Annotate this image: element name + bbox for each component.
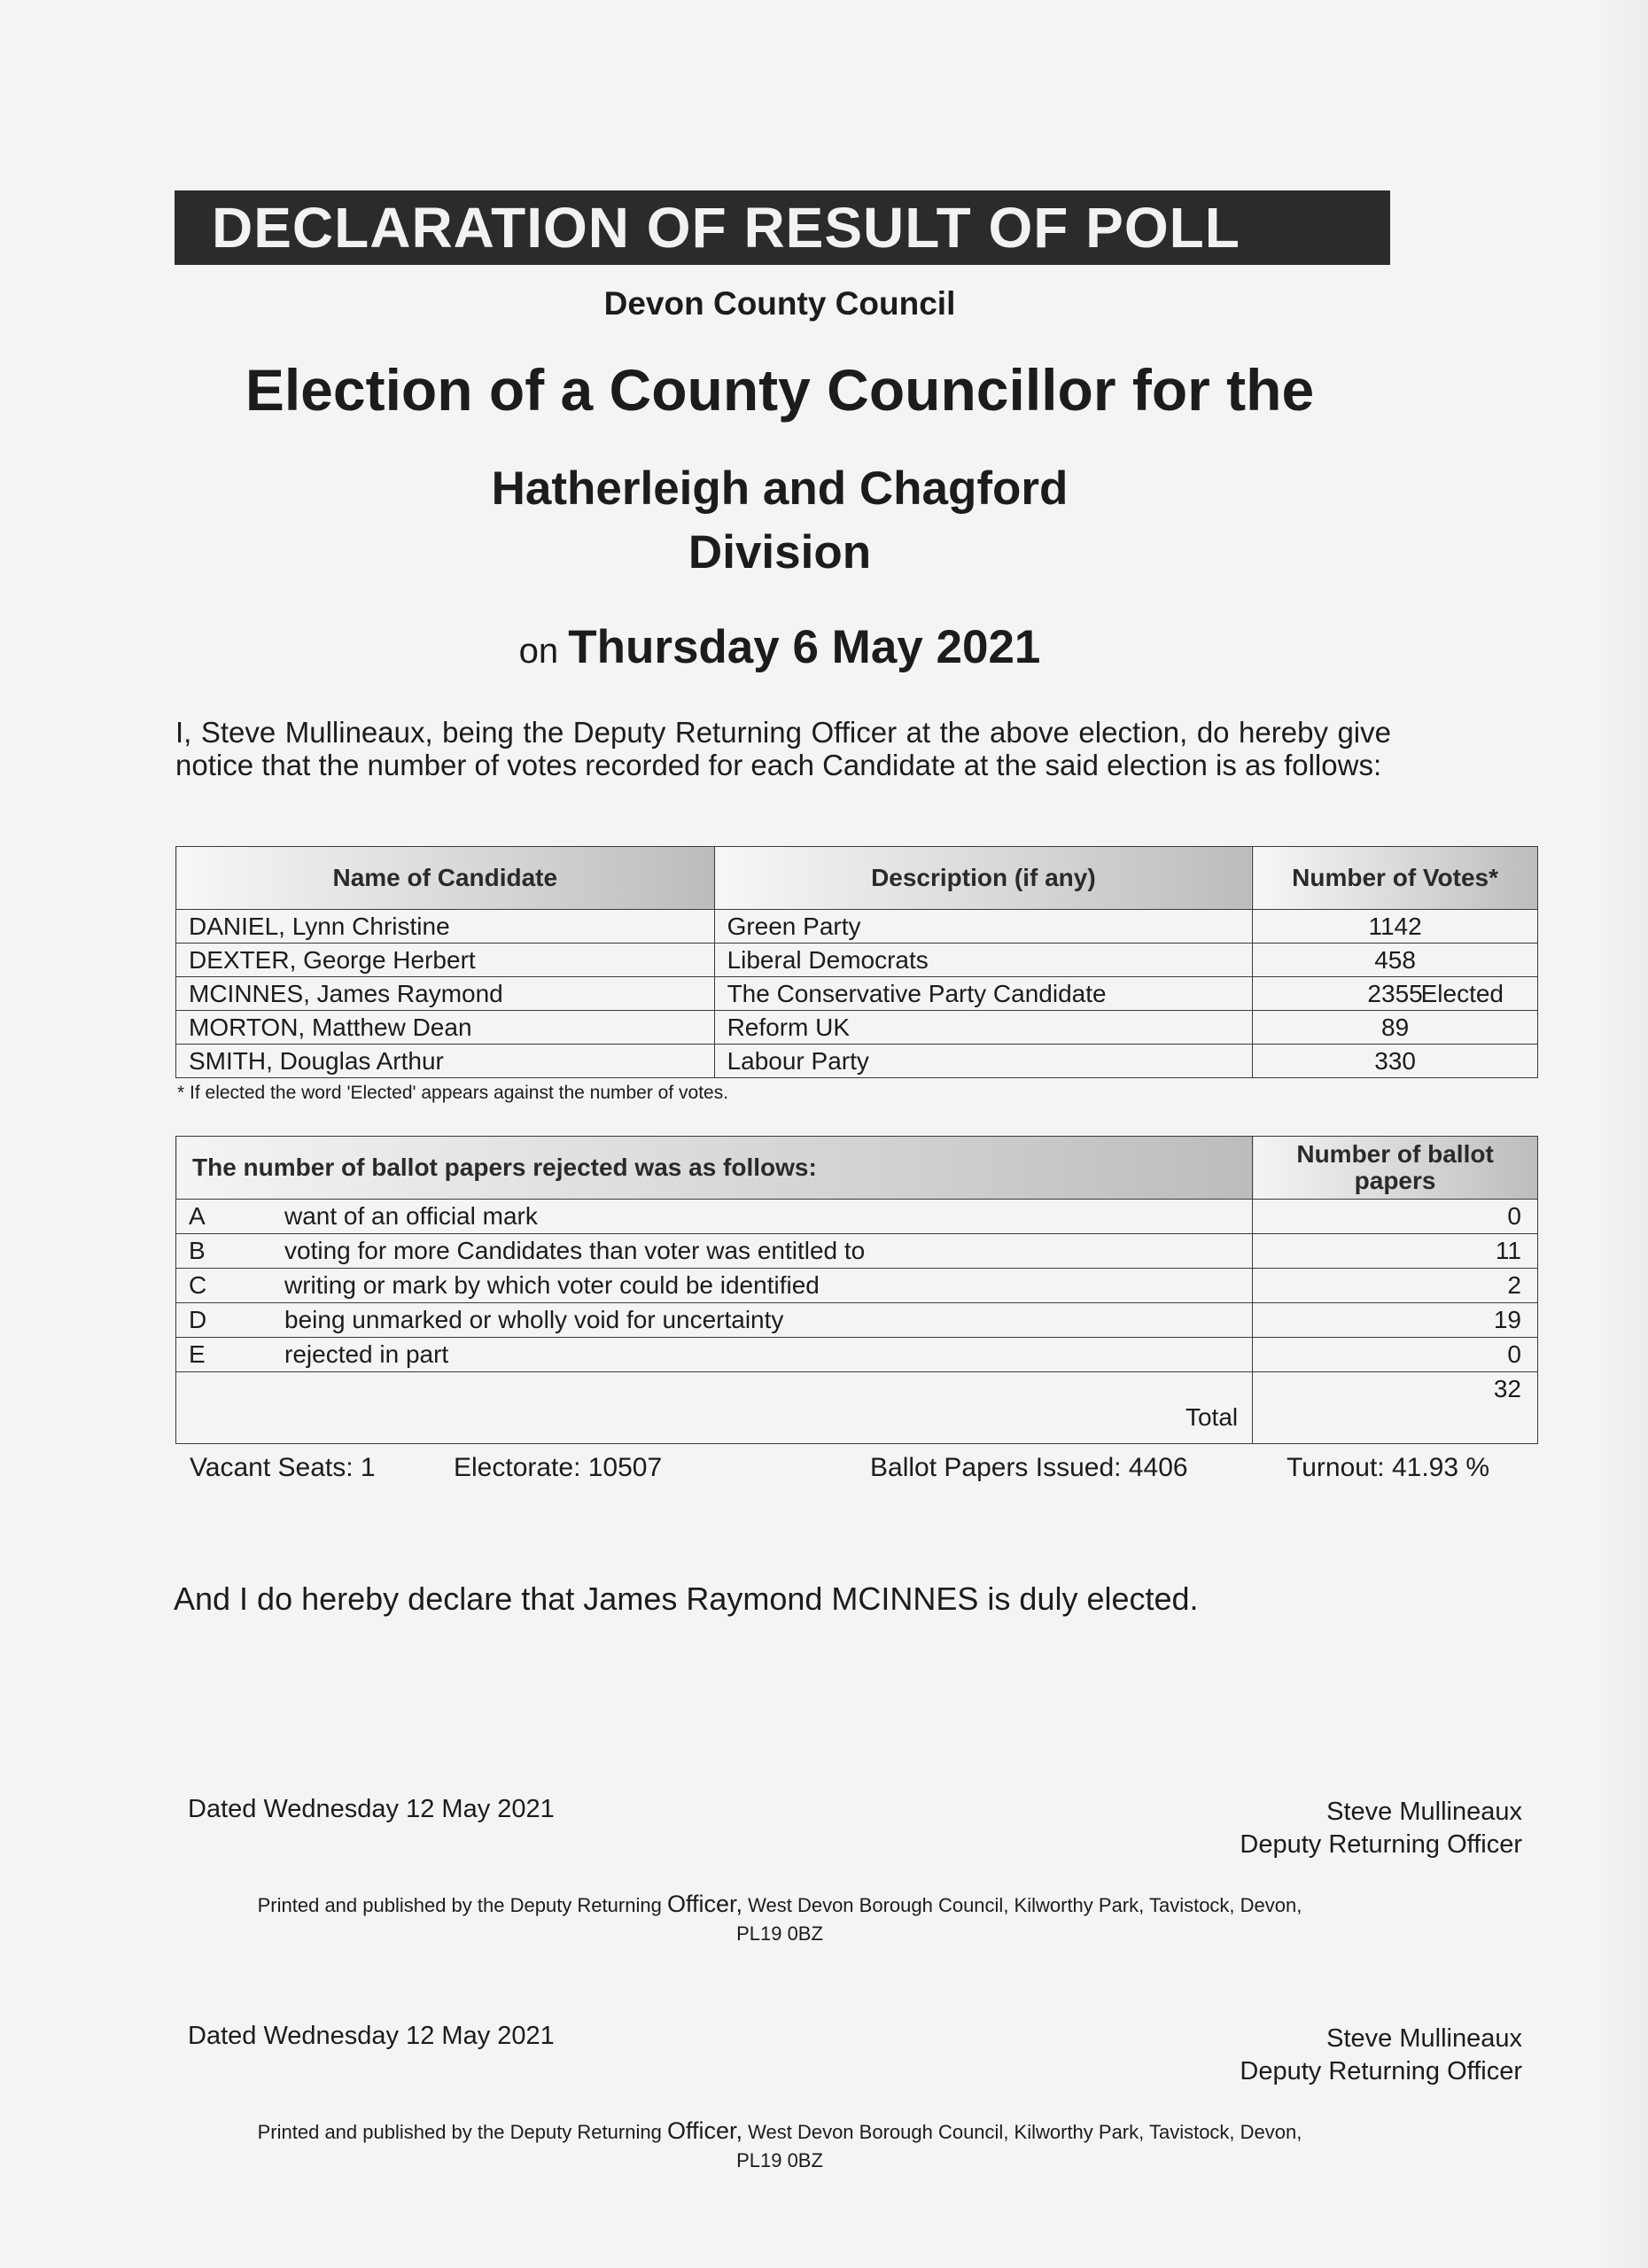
imprint-line-2: PL19 0BZ	[736, 1922, 823, 1945]
rejection-count: 11	[1253, 1234, 1538, 1269]
signature-block	[1240, 2023, 1522, 2088]
rejection-count: 0	[1253, 1338, 1538, 1372]
signature-block	[1240, 1796, 1522, 1861]
rejection-reason	[176, 1303, 1253, 1338]
candidate-name: MCINNES, James Raymond	[176, 977, 715, 1011]
intro-paragraph: I, Steve Mullineaux, being the Deputy Returning Officer at the above election, do hereby give notice that the number of votes recorded for each Candidate at the said election is as follows:	[175, 716, 1391, 781]
vote-count: 458	[1374, 946, 1416, 974]
total-row	[176, 1372, 1538, 1444]
candidate-votes	[1253, 1011, 1538, 1045]
dated-line: Dated Wednesday 12 May 2021	[188, 1795, 555, 1823]
candidate-description: The Conservative Party Candidate	[714, 977, 1253, 1011]
total-count: 32	[1253, 1372, 1538, 1444]
candidate-votes	[1253, 944, 1538, 977]
page-edge-shadow	[1595, 0, 1648, 2268]
rejection-code: C	[189, 1271, 207, 1299]
date-value: Thursday 6 May 2021	[568, 621, 1041, 673]
imprint-text-a: Printed and published by the Deputy Returning	[257, 2121, 662, 2143]
candidate-votes	[1253, 1045, 1538, 1078]
signatory-role: Deputy Returning Officer	[1240, 2057, 1522, 2085]
candidates-header-row	[176, 847, 1538, 910]
rejection-text: voting for more Candidates than voter was entitled to	[284, 1237, 866, 1264]
table-row	[176, 1011, 1538, 1045]
table-row	[176, 1045, 1538, 1078]
electorate: Electorate: 10507	[454, 1453, 663, 1482]
signatory-name: Steve Mullineaux	[1326, 2024, 1522, 2053]
vote-count: 1142	[1368, 913, 1422, 940]
candidate-description: Green Party	[714, 910, 1253, 944]
imprint-text-b: Officer,	[666, 2117, 742, 2144]
candidate-votes	[1253, 977, 1538, 1011]
rejection-text: writing or mark by which voter could be identified	[284, 1271, 820, 1299]
column-header: Description (if any)	[714, 847, 1253, 910]
column-header: Name of Candidate	[176, 847, 715, 910]
rejection-reason	[176, 1200, 1253, 1234]
rejection-code: A	[189, 1202, 206, 1230]
signatory-role: Deputy Returning Officer	[1240, 1830, 1522, 1859]
candidate-description: Reform UK	[714, 1011, 1253, 1045]
imprint-text-b: Officer,	[666, 1891, 742, 1917]
table-row	[176, 944, 1538, 977]
table-row	[176, 1234, 1538, 1269]
imprint	[0, 2117, 1559, 2175]
candidates-table	[175, 846, 1538, 1078]
election-title: Election of a County Councillor for the	[245, 357, 1315, 423]
election-date	[0, 620, 1559, 674]
rejection-text: rejected in part	[284, 1340, 449, 1368]
imprint-line-2: PL19 0BZ	[736, 2149, 823, 2171]
division-name	[0, 457, 1559, 585]
ballot-papers-issued: Ballot Papers Issued: 4406	[870, 1453, 1188, 1482]
candidate-description: Labour Party	[714, 1045, 1253, 1078]
document-banner: DECLARATION OF RESULT OF POLL	[175, 190, 1390, 265]
date-prefix: on	[518, 632, 559, 671]
table-row	[176, 1338, 1538, 1372]
council-name: Devon County Council	[603, 285, 956, 322]
imprint-text-c: West Devon Borough Council, Kilworthy Park, Tavistock, Devon,	[748, 1894, 1302, 1916]
imprint-line-1	[0, 1890, 1559, 1920]
rejection-count: 0	[1253, 1200, 1538, 1234]
table-row	[176, 1200, 1538, 1234]
candidate-name: DEXTER, George Herbert	[176, 944, 715, 977]
imprint-text-c: West Devon Borough Council, Kilworthy Park, Tavistock, Devon,	[748, 2121, 1302, 2143]
turnout: Turnout: 41.93 %	[1287, 1453, 1490, 1482]
rejected-ballots-table	[175, 1136, 1538, 1444]
elected-footnote: * If elected the word 'Elected' appears against the number of votes.	[177, 1083, 729, 1103]
signatory-name: Steve Mullineaux	[1326, 1798, 1522, 1826]
rejection-code: B	[189, 1237, 206, 1264]
vote-count: 89	[1381, 1014, 1410, 1041]
table-row	[176, 977, 1538, 1011]
vacant-seats: Vacant Seats: 1	[190, 1453, 376, 1482]
vote-count: 2355	[1367, 980, 1423, 1007]
column-header: Number of Votes*	[1253, 847, 1538, 910]
rejection-reason	[176, 1234, 1253, 1269]
imprint-text-a: Printed and published by the Deputy Returning	[257, 1894, 662, 1916]
rejection-count: 19	[1253, 1303, 1538, 1338]
candidate-votes	[1253, 910, 1538, 944]
column-header: The number of ballot papers rejected was as follows:	[176, 1137, 1253, 1200]
table-row	[176, 1303, 1538, 1338]
vote-count: 330	[1374, 1047, 1416, 1075]
rejection-text: want of an official mark	[284, 1202, 538, 1230]
candidate-name: SMITH, Douglas Arthur	[176, 1045, 715, 1078]
imprint-line-1	[0, 2117, 1559, 2147]
division-line-2: Division	[688, 526, 872, 579]
rejection-count: 2	[1253, 1269, 1538, 1303]
declaration-statement: And I do hereby declare that James Raymond MCINNES is duly elected.	[174, 1581, 1199, 1617]
total-label: Total	[176, 1372, 1253, 1444]
dated-line: Dated Wednesday 12 May 2021	[188, 2022, 555, 2050]
table-row	[176, 1269, 1538, 1303]
rejection-code: E	[189, 1340, 206, 1368]
table-row	[176, 910, 1538, 944]
rejected-header-row	[176, 1137, 1538, 1200]
rejection-code: D	[189, 1306, 207, 1333]
imprint	[0, 1890, 1559, 1948]
column-header: Number of ballot papers	[1253, 1137, 1538, 1200]
candidate-description: Liberal Democrats	[714, 944, 1253, 977]
rejection-text: being unmarked or wholly void for uncertainty	[284, 1306, 784, 1333]
elected-mark: Elected	[1420, 980, 1504, 1007]
rejection-reason	[176, 1269, 1253, 1303]
rejection-reason	[176, 1338, 1253, 1372]
candidate-name: MORTON, Matthew Dean	[176, 1011, 715, 1045]
division-line-1: Hatherleigh and Chagford	[491, 462, 1069, 515]
candidate-name: DANIEL, Lynn Christine	[176, 910, 715, 944]
